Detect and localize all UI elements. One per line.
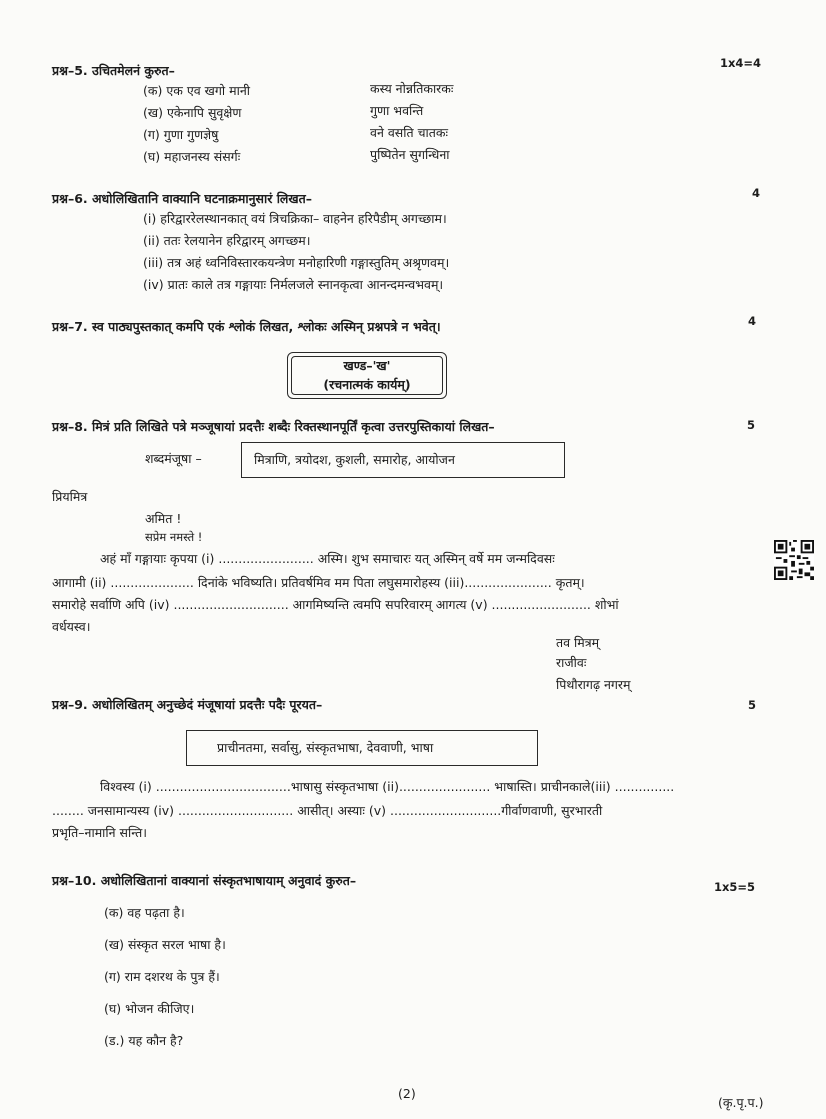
q8-salutation: प्रियमित्र [52, 489, 88, 504]
q9-box-words: प्राचीनतमा, सर्वासु, संस्कृतभाषा, देववाणी, भाषा [217, 740, 434, 755]
q9-body-1: विश्वस्य (i) ..................................भाषासु संस्कृतभाषा (ii)....................... भाषास्ति। प्राचीनकाले(iii) ............... [100, 779, 675, 794]
q6-line-4: (iv) प्रातः काले तत्र गङ्गायाः निर्मलजले स्नानकृत्वा आनन्दमन्वभवम्। [143, 277, 444, 292]
q8-title: प्रश्न–8. मित्रं प्रति लिखिते पत्रे मञ्जूषायां प्रदत्तैः शब्दैः रिक्तस्थानपूर्तिं कृत्वा उत्तरपुस्तिकायां लिखत– [52, 419, 495, 434]
q9-title: प्रश्न–9. अधोलिखितम् अनुच्छेदं मंजूषायां प्रदत्तैः पदैः पूरयत– [52, 697, 323, 712]
q9-body-3: प्रभृति–नामानि सन्ति। [52, 825, 147, 840]
q10-item-5: (ड.) यह कौन है? [104, 1033, 184, 1048]
q7-title: प्रश्न–7. स्व पाठ्यपुस्तकात् कमपि एकं श्लोकं लिखत, श्लोकः अस्मिन् प्रश्नपत्रे न भवेत्। [52, 319, 441, 334]
q5-right-3: वने वसति चातकः [370, 125, 449, 140]
q5-left-1: (क) एक एव खगो मानी [143, 83, 251, 98]
q8-body-4: वर्धयस्व। [52, 619, 91, 634]
q8-name: अमित ! [145, 511, 182, 526]
section-sub: (रचनात्मकं कार्यम्) [323, 377, 411, 392]
q5-right-4: पुष्पितेन सुगन्धिना [370, 147, 450, 162]
q8-closing-1: तव मित्रम् [556, 635, 600, 650]
q6-marks: 4 [752, 186, 761, 200]
q5-left-2: (ख) एकेनापि सुवृक्षेण [143, 105, 242, 120]
q10-title: प्रश्न–10. अधोलिखितानां वाक्यानां संस्कृतभाषायाम् अनुवादं कुरुत– [52, 873, 357, 888]
q8-marks: 5 [747, 418, 756, 432]
q5-left-4: (घ) महाजनस्य संसर्गः [143, 149, 241, 164]
qr-code-icon [774, 540, 814, 580]
q9-marks: 5 [748, 698, 757, 712]
q5-marks: 1x4=4 [720, 56, 762, 70]
pto-label: (कृ.पृ.प.) [718, 1095, 764, 1110]
q6-line-1: (i) हरिद्वाररेलस्थानकात् वयं त्रिचक्रिका– वाहनेन हरिपैडीम् अगच्छाम। [143, 211, 447, 226]
q9-word-box [186, 730, 538, 766]
q6-line-3: (iii) तत्र अहं ध्वनिविस्तारकयन्त्रेण मनोहारिणी गङ्गास्तुतिम् अश्रृणवम्। [143, 255, 450, 270]
q8-body-2: आगामी (ii) ..................... दिनांके भविष्यति। प्रतिवर्षमिव मम पिता लघुसमारोहस्य (iii)...................... कृतम्। [52, 575, 585, 590]
q8-body-1: अहं माँ गङ्गायाः कृपया (i) ........................ अस्मि। शुभ समाचारः यत् अस्मिन् वर्षे मम जन्मदिवसः [100, 551, 555, 566]
q10-marks: 1x5=5 [714, 880, 756, 894]
q8-box-label: शब्दमंजूषा – [145, 451, 202, 466]
q7-marks: 4 [748, 314, 757, 328]
q5-right-2: गुणा भवन्ति [370, 103, 424, 118]
section-box [287, 352, 447, 399]
q9-body-2: ........ जनसामान्यस्य (iv) ............................. आसीत्। अस्याः (v) ............................गीर्वाणवाणी, सुरभारती [52, 803, 603, 818]
q5-right-1: कस्य नोन्नतिकारकः [370, 81, 454, 96]
q8-body-3: समारोहे सर्वाणि अपि (iv) ............................. आगमिष्यन्ति त्वमपि सपरिवारम् आगत्य (v) ......................... शोभां [52, 597, 619, 612]
q8-word-box [241, 442, 565, 478]
section-name: खण्ड–'ख' [343, 358, 391, 373]
q10-item-2: (ख) संस्कृत सरल भाषा है। [104, 937, 226, 952]
q8-box-words: मित्राणि, त्रयोदश, कुशली, समारोह, आयोजन [254, 452, 455, 467]
q5-left-3: (ग) गुणा गुणज्ञेषु [143, 127, 219, 142]
q6-title: प्रश्न–6. अधोलिखितानि वाक्यानि घटनाक्रमानुसारं लिखत– [52, 191, 313, 206]
q8-greeting: सप्रेम नमस्ते ! [145, 530, 203, 544]
q5-title: प्रश्न–5. उचितमेलनं कुरुत– [52, 63, 175, 78]
q6-line-2: (ii) ततः रेलयानेन हरिद्वारम् अगच्छम। [143, 233, 311, 248]
q10-item-1: (क) वह पढ़ता है। [104, 905, 185, 920]
q10-item-3: (ग) राम दशरथ के पुत्र हैं। [104, 969, 220, 984]
q10-item-4: (घ) भोजन कीजिए। [104, 1001, 195, 1016]
q8-closing-2: राजीवः [556, 655, 587, 670]
page-number: (2) [398, 1086, 416, 1101]
q8-closing-3: पिथौरागढ़ नगरम् [556, 677, 631, 692]
